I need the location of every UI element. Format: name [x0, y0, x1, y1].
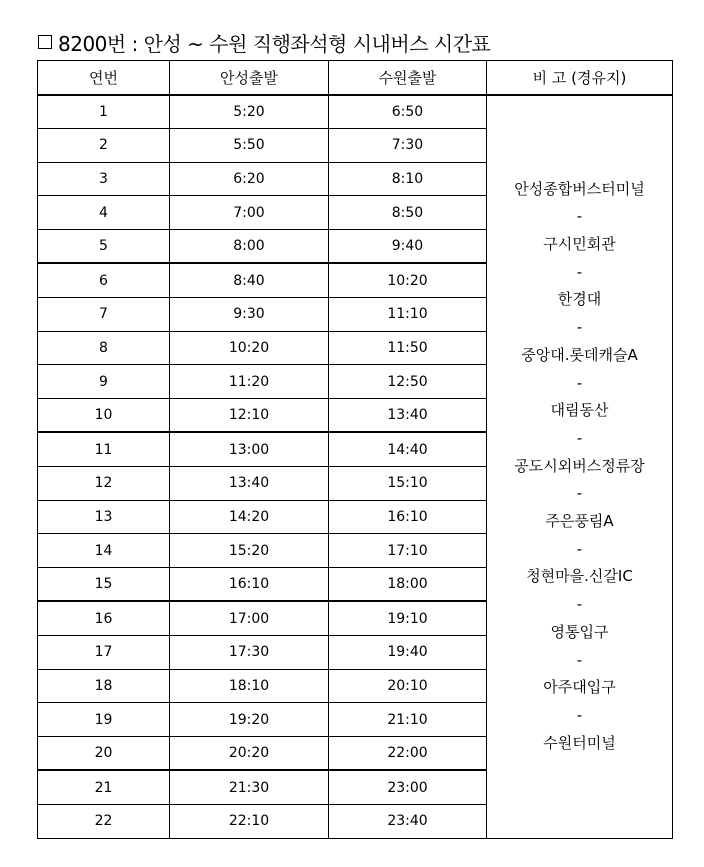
cell-no: 18	[38, 669, 170, 703]
cell-anseong-departure: 15:20	[170, 534, 329, 568]
cell-anseong-departure: 5:50	[170, 128, 329, 162]
cell-suwon-departure: 23:40	[329, 804, 487, 838]
header-no: 연번	[38, 61, 170, 95]
cell-anseong-departure: 13:00	[170, 432, 329, 466]
cell-suwon-departure: 13:40	[329, 399, 487, 433]
cell-no: 2	[38, 128, 170, 162]
cell-no: 4	[38, 196, 170, 230]
cell-suwon-departure: 10:20	[329, 263, 487, 297]
cell-anseong-departure: 20:20	[170, 737, 329, 771]
cell-anseong-departure: 8:00	[170, 230, 329, 264]
header-row	[38, 61, 673, 95]
cell-suwon-departure: 11:10	[329, 297, 487, 331]
cell-suwon-departure: 21:10	[329, 703, 487, 737]
cell-no: 7	[38, 297, 170, 331]
cell-anseong-departure: 5:20	[170, 95, 329, 129]
timetable	[37, 60, 673, 839]
cell-no: 14	[38, 534, 170, 568]
cell-no: 3	[38, 162, 170, 196]
route-stop: 영통입구	[550, 622, 609, 641]
cell-no: 15	[38, 568, 170, 602]
cell-no: 19	[38, 703, 170, 737]
route-stop: 아주대입구	[543, 678, 616, 697]
cell-no: 17	[38, 635, 170, 669]
page-title	[38, 29, 490, 55]
route-separator: -	[576, 318, 583, 337]
cell-anseong-departure: 12:10	[170, 399, 329, 433]
cell-no: 1	[38, 95, 170, 129]
route-stop: 중앙대.롯데캐슬A	[521, 345, 638, 364]
route-separator: -	[576, 650, 583, 669]
cell-suwon-departure: 15:10	[329, 466, 487, 500]
cell-no: 16	[38, 601, 170, 635]
route-separator: -	[576, 595, 583, 614]
cell-no: 5	[38, 230, 170, 264]
cell-no: 13	[38, 500, 170, 534]
route-separator: -	[576, 705, 583, 724]
route-stop: 공도시외버스정류장	[514, 456, 645, 475]
route-separator: -	[576, 373, 583, 392]
cell-suwon-departure: 22:00	[329, 737, 487, 771]
route-separator: -	[576, 428, 583, 447]
cell-suwon-departure: 14:40	[329, 432, 487, 466]
cell-suwon-departure: 8:10	[329, 162, 487, 196]
page-title-text: 8200번 : 안성 ~ 수원 직행좌석형 시내버스 시간표	[58, 31, 491, 56]
route-remark-cell	[487, 95, 673, 839]
cell-anseong-departure: 16:10	[170, 568, 329, 602]
route-stop: 안성종합버스터미널	[514, 179, 645, 198]
square-bullet-icon	[38, 35, 52, 49]
table-row	[38, 95, 673, 129]
cell-no: 9	[38, 365, 170, 399]
cell-anseong-departure: 19:20	[170, 703, 329, 737]
cell-no: 20	[38, 737, 170, 771]
route-stop: 한경대	[557, 290, 602, 309]
cell-suwon-departure: 17:10	[329, 534, 487, 568]
cell-anseong-departure: 8:40	[170, 263, 329, 297]
cell-no: 12	[38, 466, 170, 500]
cell-suwon-departure: 18:00	[329, 568, 487, 602]
route-separator: -	[576, 207, 583, 226]
cell-no: 6	[38, 263, 170, 297]
cell-suwon-departure: 7:30	[329, 128, 487, 162]
route-separator: -	[576, 539, 583, 558]
route-stop: 수원터미널	[543, 733, 616, 752]
cell-anseong-departure: 6:20	[170, 162, 329, 196]
cell-anseong-departure: 14:20	[170, 500, 329, 534]
cell-anseong-departure: 10:20	[170, 331, 329, 365]
cell-suwon-departure: 12:50	[329, 365, 487, 399]
route-separator: -	[576, 484, 583, 503]
cell-suwon-departure: 8:50	[329, 196, 487, 230]
cell-suwon-departure: 19:40	[329, 635, 487, 669]
cell-no: 21	[38, 770, 170, 804]
timetable-body	[38, 95, 673, 839]
cell-suwon-departure: 23:00	[329, 770, 487, 804]
header-suwon-departure: 수원출발	[329, 61, 487, 95]
cell-no: 11	[38, 432, 170, 466]
cell-no: 8	[38, 331, 170, 365]
header-remark: 비 고 (경유지)	[487, 61, 673, 95]
cell-suwon-departure: 19:10	[329, 601, 487, 635]
cell-suwon-departure: 20:10	[329, 669, 487, 703]
cell-anseong-departure: 13:40	[170, 466, 329, 500]
cell-suwon-departure: 11:50	[329, 331, 487, 365]
cell-no: 10	[38, 399, 170, 433]
route-stop: 주은풍림A	[545, 512, 614, 531]
cell-anseong-departure: 17:30	[170, 635, 329, 669]
cell-suwon-departure: 6:50	[329, 95, 487, 129]
route-stop: 구시민회관	[543, 235, 616, 254]
cell-anseong-departure: 11:20	[170, 365, 329, 399]
header-anseong-departure: 안성출발	[170, 61, 329, 95]
cell-anseong-departure: 7:00	[170, 196, 329, 230]
cell-suwon-departure: 9:40	[329, 230, 487, 264]
cell-suwon-departure: 16:10	[329, 500, 487, 534]
route-stop: 청현마을.신갈IC	[526, 567, 633, 586]
cell-anseong-departure: 18:10	[170, 669, 329, 703]
cell-anseong-departure: 21:30	[170, 770, 329, 804]
cell-anseong-departure: 9:30	[170, 297, 329, 331]
cell-anseong-departure: 22:10	[170, 804, 329, 838]
cell-no: 22	[38, 804, 170, 838]
cell-anseong-departure: 17:00	[170, 601, 329, 635]
route-separator: -	[576, 262, 583, 281]
route-stop: 대림동산	[550, 401, 609, 420]
